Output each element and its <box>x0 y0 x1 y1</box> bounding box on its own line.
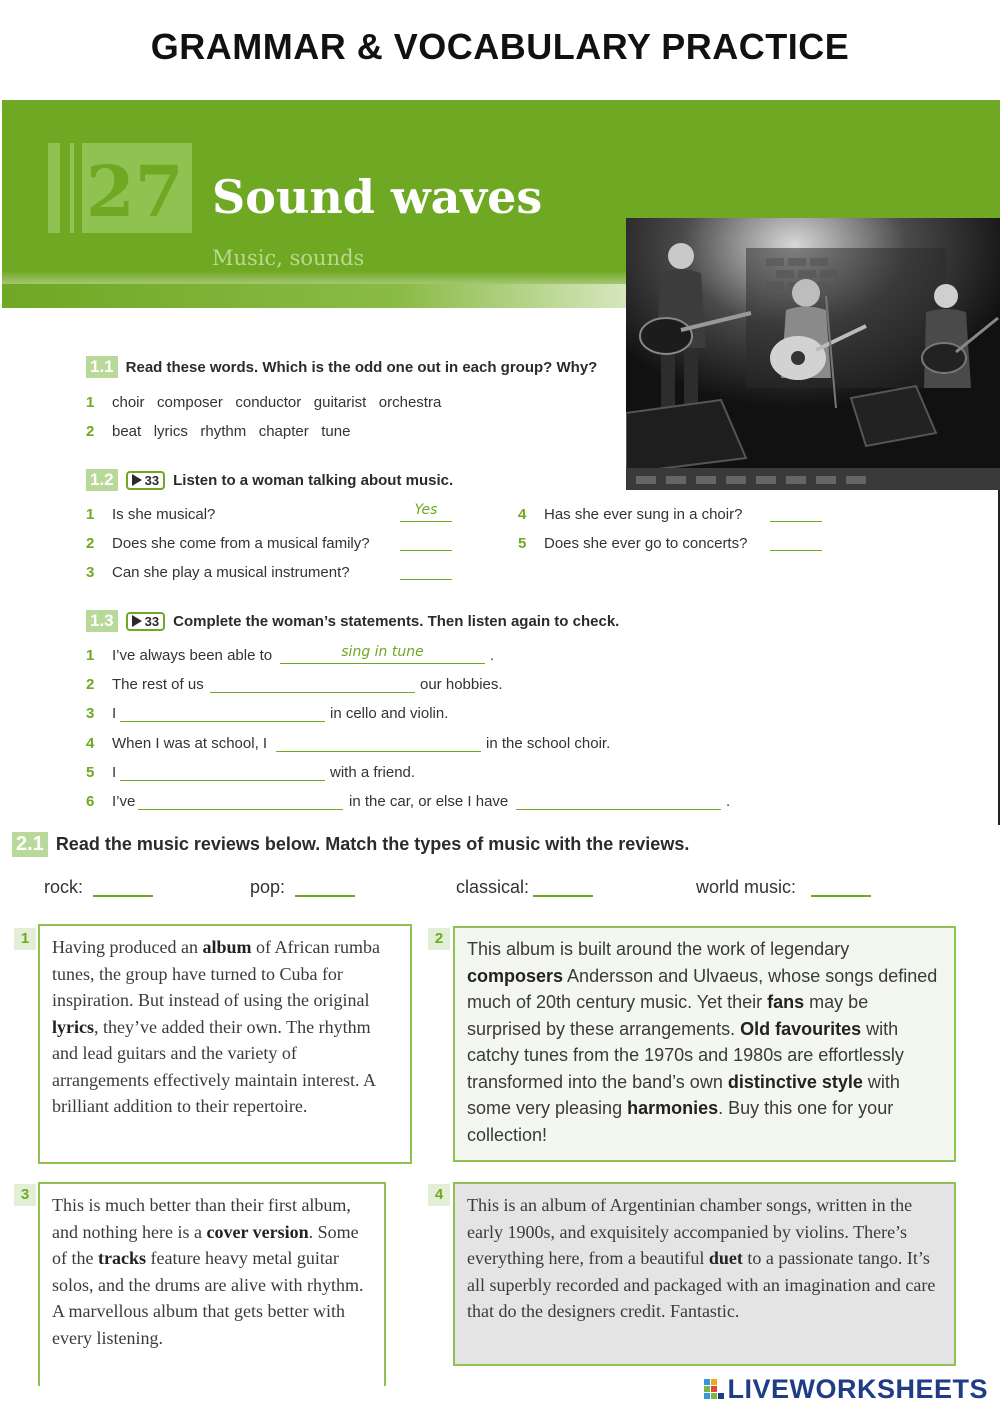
answer-field[interactable]: Yes <box>400 502 452 522</box>
exercise-number: 1.1 <box>86 356 118 378</box>
review-card-2: This album is built around the work of legendary composers Andersson and Ulvaeus, whose songs defined much of 20th century music. Yet their fans may be surprised by these arrangements. Old favourites with catchy tunes from the 1970s and 1980s are effortlessly transformed into the band’s own distinctive style with some very pleasing harmonies. Buy this one for your collection! <box>453 926 956 1162</box>
unit-subtitle: Music, sounds <box>212 246 365 270</box>
statement-tail: our hobbies. <box>420 676 503 693</box>
exercise-1-3-heading <box>86 610 619 632</box>
question-item: 1 Is she musical? <box>86 506 216 523</box>
question-item: 4 Has she ever sung in a choir? <box>518 506 743 523</box>
answer-field[interactable] <box>770 531 822 551</box>
exercise-instruction: Read these words. Which is the odd one out in each group? Why? <box>125 359 598 376</box>
review-number: 4 <box>428 1184 450 1206</box>
statement-tail: . <box>490 647 495 664</box>
answer-field[interactable] <box>210 673 415 693</box>
answer-field[interactable] <box>400 531 452 551</box>
answer-field[interactable] <box>120 761 325 781</box>
review-card-1: Having produced an album of African rumba tunes, the group have turned to Cuba for inspiration. But instead of using the original lyrics, they’ve added their own. The rhythm and lead guitars and the variety of arrangements effectively maintain interest. A brilliant addition to their repertoire. <box>38 924 412 1164</box>
exercise-number: 2.1 <box>12 832 48 857</box>
exercise-2-1-heading <box>12 832 689 857</box>
exercise-1-2-heading <box>86 469 453 491</box>
statement-tail: in the car, or else I have <box>349 793 509 810</box>
audio-track-button[interactable]: 33 <box>126 612 165 631</box>
statement-item: 6 I’ve <box>86 793 136 810</box>
answer-field[interactable] <box>138 790 343 810</box>
music-type-answer[interactable] <box>93 875 153 897</box>
answer-field[interactable] <box>770 502 822 522</box>
play-icon <box>132 474 142 486</box>
question-item: 3 Can she play a musical instrument? <box>86 564 350 581</box>
statement-item: 4 When I was at school, I <box>86 735 268 752</box>
exercise-1-1-heading <box>86 356 597 378</box>
review-number: 1 <box>14 928 36 950</box>
page-title: GRAMMAR & VOCABULARY PRACTICE <box>150 26 850 67</box>
statement-item: 5 I <box>86 764 117 781</box>
answer-field[interactable] <box>120 702 325 722</box>
answer-field[interactable]: sing in tune <box>280 644 485 664</box>
liveworksheets-logo-icon <box>704 1379 724 1401</box>
music-type-answer[interactable] <box>295 875 355 897</box>
band-concert-photo <box>626 218 1000 490</box>
music-type-label: rock: <box>44 877 84 897</box>
statement-item: 1 I’ve always been able to <box>86 647 273 664</box>
question-item: 2 Does she come from a musical family? <box>86 535 370 552</box>
statement-item: 3 I <box>86 705 117 722</box>
list-item: 1 choir composer conductor guitarist orchestra <box>86 394 442 411</box>
music-type-answer[interactable] <box>811 875 871 897</box>
audio-track-button[interactable]: 33 <box>126 471 165 490</box>
exercise-instruction: Read the music reviews below. Match the types of music with the reviews. <box>55 834 690 854</box>
review-card-3: This is much better than their first album, and nothing here is a cover version. Some of the tracks feature heavy metal guitar solos, and the drums are alive with rhythm. A marvellous album that gets better with every listening. <box>38 1182 386 1386</box>
exercise-instruction: Listen to a woman talking about music. <box>173 472 454 489</box>
music-type-answer[interactable] <box>533 875 593 897</box>
unit-number: 27 <box>86 150 184 233</box>
statement-tail: in the school choir. <box>486 735 611 752</box>
statement-tail: in cello and violin. <box>330 705 449 722</box>
exercise-number: 1.3 <box>86 610 118 632</box>
exercise-number: 1.2 <box>86 469 118 491</box>
review-card-4: This is an album of Argentinian chamber songs, written in the early 1900s, and exquisitely accompanied by violins. There’s everything here, from a beautiful duet to a passionate tango. It’s all superbly recorded and packaged with an imagination and care that do the designers credit. Fantastic. <box>453 1182 956 1366</box>
question-item: 5 Does she ever go to concerts? <box>518 535 748 552</box>
music-type-label: classical: <box>456 877 530 897</box>
statement-tail: . <box>726 793 731 810</box>
statement-item: 2 The rest of us <box>86 676 204 693</box>
exercise-instruction: Complete the woman’s statements. Then listen again to check. <box>173 613 620 630</box>
statement-tail: with a friend. <box>330 764 416 781</box>
music-type-label: world music: <box>696 877 797 897</box>
liveworksheets-logo: LIVEWORKSHEETS <box>704 1374 988 1405</box>
review-number: 3 <box>14 1184 36 1206</box>
answer-field[interactable] <box>400 560 452 580</box>
play-icon <box>132 615 142 627</box>
answer-field[interactable] <box>276 732 481 752</box>
answer-field[interactable] <box>516 790 721 810</box>
list-item: 2 beat lyrics rhythm chapter tune <box>86 423 351 440</box>
review-number: 2 <box>428 928 450 950</box>
unit-title: Sound waves <box>212 170 543 224</box>
music-type-label: pop: <box>250 877 286 897</box>
